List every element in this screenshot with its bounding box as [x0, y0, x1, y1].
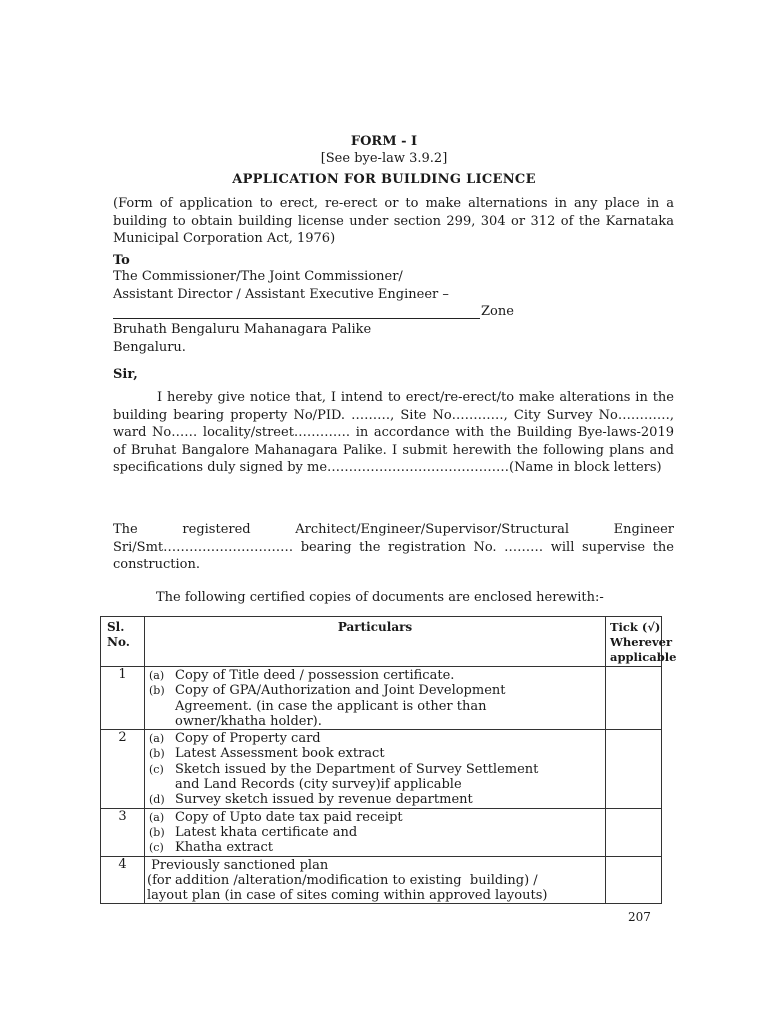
- item-label: (a): [149, 669, 165, 682]
- row-particulars: [145, 856, 606, 904]
- item-text-line: Copy of Title deed / possession certificate.: [175, 668, 455, 683]
- plain-text-line: layout plan (in case of sites coming within approved layouts): [147, 888, 548, 904]
- item-text: [175, 746, 605, 761]
- address-line-1: The Commissioner/The Joint Commissioner/: [113, 269, 403, 284]
- tick-cell[interactable]: [606, 667, 662, 730]
- table-body: [101, 667, 662, 904]
- salutation: Sir,: [113, 367, 138, 382]
- plain-text-line: Previously sanctioned plan: [147, 857, 329, 873]
- row-particulars: [145, 730, 606, 808]
- list-item: [149, 792, 605, 807]
- address-to: To: [113, 253, 130, 268]
- list-item: [149, 762, 605, 793]
- item-text: [175, 810, 605, 825]
- item-label: (a): [149, 810, 165, 824]
- list-item: [149, 668, 605, 683]
- zone-label: Zone: [481, 304, 514, 319]
- item-text: [175, 683, 605, 729]
- plain-text-line: (for addition /alteration/modification to existing building) /: [147, 872, 538, 888]
- item-label: (b): [149, 747, 165, 761]
- registered-paragraph: The registered Architect/Engineer/Supervisor/Structural Engineer Sri/Smt………………………… bearing the registration No. ……… will supervise the construction.: [113, 522, 674, 572]
- list-item: [149, 683, 605, 729]
- header-particulars: Particulars: [145, 617, 606, 667]
- item-label: (c): [149, 841, 164, 855]
- item-text-line: Survey sketch issued by revenue department: [175, 792, 473, 808]
- item-text-line: and Land Records (city survey)if applicable: [175, 777, 462, 793]
- item-text: [175, 792, 605, 807]
- item-text-line: Latest khata certificate and: [175, 824, 358, 840]
- list-item: [149, 825, 605, 840]
- page-number: 207: [628, 910, 651, 924]
- item-label: (c): [149, 762, 164, 776]
- item-text-line: owner/khatha holder).: [175, 713, 322, 729]
- row-number: 3: [101, 808, 145, 856]
- item-text: [175, 762, 605, 793]
- item-text-line: Khatha extract: [175, 840, 274, 856]
- application-title: APPLICATION FOR BUILDING LICENCE: [232, 172, 536, 187]
- notice-paragraph: I hereby give notice that, I intend to erect/re-erect/to make alterations in the building bearing property No/PID. ………, Site No…………, City Survey No…………, ward No…… locality/street…………. in accordance with the Building Bye-laws-2019 of Bruhat Bangalore Mahanagara Palike. I submit herewith the following plans and specifications duly signed by me……………………………………(Name in block letters): [113, 390, 674, 475]
- item-text-line: Copy of Upto date tax paid receipt: [175, 809, 403, 825]
- item-label: (a): [149, 732, 165, 746]
- address-line-2: Assistant Director / Assistant Executive Engineer –: [113, 287, 449, 302]
- header-tick: Tick (√) Wherever applicable: [606, 617, 662, 667]
- row-particulars: [145, 667, 606, 730]
- table-header-row: [101, 617, 662, 667]
- item-label: (b): [149, 684, 165, 698]
- item-text-line: Copy of Property card: [175, 731, 321, 747]
- tick-cell[interactable]: [606, 730, 662, 808]
- item-label: (b): [149, 825, 165, 839]
- zone-line: [113, 304, 517, 322]
- list-item: [149, 810, 605, 825]
- header-sl-no: Sl. No.: [101, 617, 145, 667]
- documents-table: [100, 616, 677, 904]
- intro-paragraph: (Form of application to erect, re-erect or to make alternations in any place in a building to obtain building license under section 299, 304 or 312 of the Karnataka Municipal Corporation Act, 1976): [113, 196, 674, 246]
- item-text-line: Copy of GPA/Authorization and Joint Development: [175, 683, 506, 699]
- list-item: [149, 746, 605, 761]
- table-row: [101, 730, 662, 808]
- list-item: [149, 731, 605, 746]
- row-particulars: [145, 808, 606, 856]
- row-number: 1: [101, 667, 145, 730]
- bye-law-reference: [See bye-law 3.9.2]: [320, 151, 448, 166]
- zone-blank-rule: [113, 318, 480, 319]
- tick-cell[interactable]: [606, 808, 662, 856]
- item-text-line: Agreement. (in case the applicant is other than: [175, 698, 487, 714]
- address-line-3: Bruhath Bengaluru Mahanagara Palike: [113, 322, 372, 337]
- row-number: 4: [101, 856, 145, 904]
- form-title: FORM - I: [350, 134, 418, 149]
- item-text: [175, 668, 605, 683]
- list-item: [149, 840, 605, 855]
- item-text: [175, 840, 605, 855]
- item-text: [175, 825, 605, 840]
- row-number: 2: [101, 730, 145, 808]
- address-line-4: Bengaluru.: [113, 340, 186, 355]
- enclosed-intro: The following certified copies of documents are enclosed herewith:-: [156, 590, 604, 605]
- item-text-line: Sketch issued by the Department of Survey Settlement: [175, 761, 539, 777]
- table-row: [101, 667, 662, 730]
- tick-cell[interactable]: [606, 856, 662, 904]
- table-row: [101, 856, 662, 904]
- item-text-line: Latest Assessment book extract: [175, 746, 385, 762]
- item-label: (d): [149, 793, 165, 807]
- table-row: [101, 808, 662, 856]
- item-text: [175, 731, 605, 746]
